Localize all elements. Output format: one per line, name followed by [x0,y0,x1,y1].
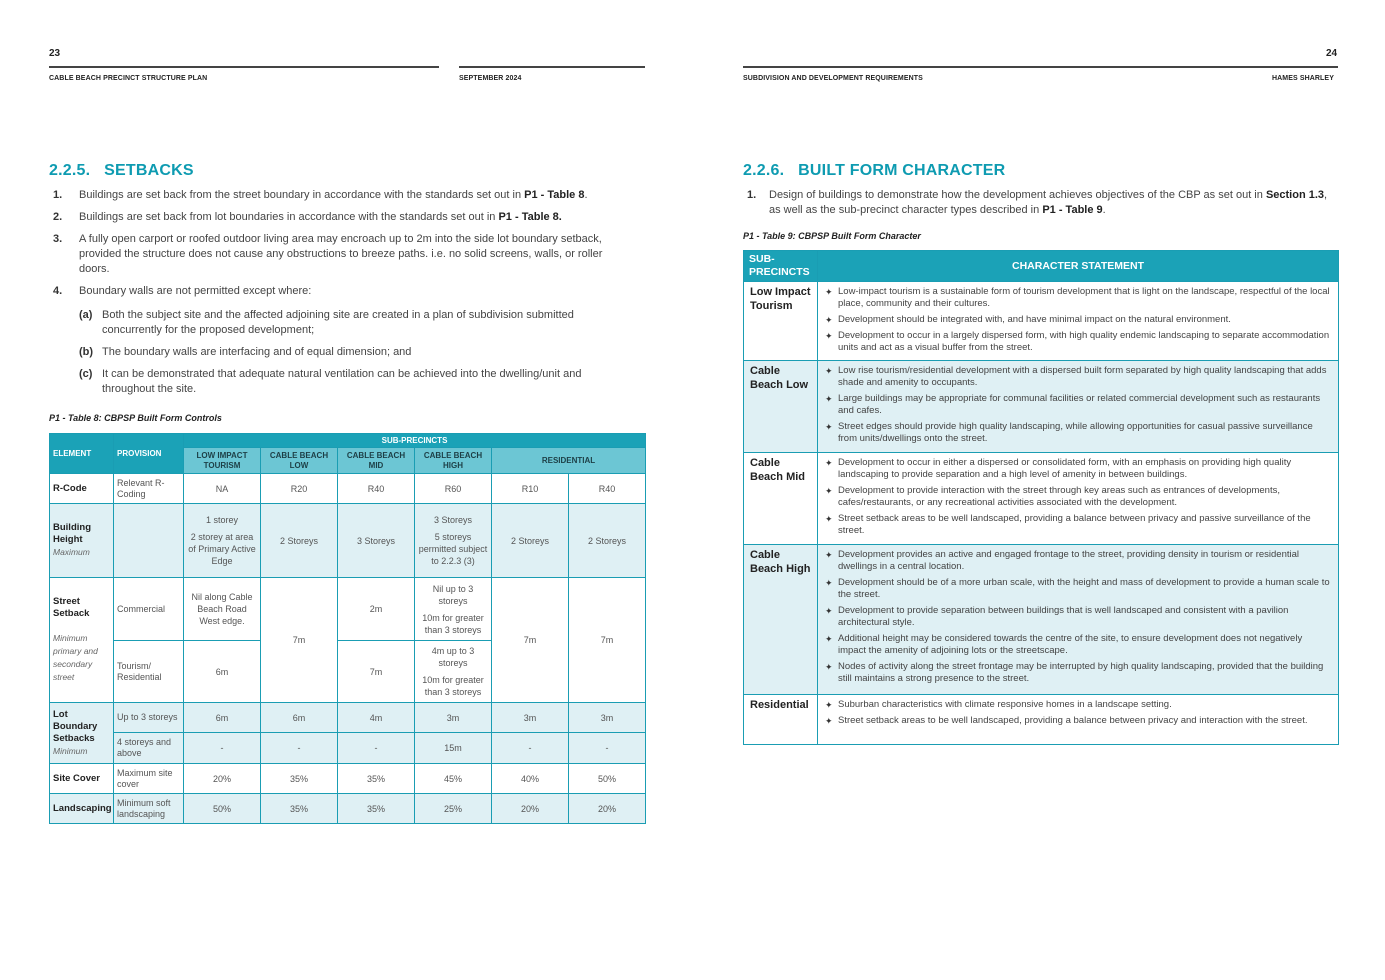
table-row [50,794,646,824]
header-cable-beach-low: CABLE BEACH LOW [261,448,338,474]
bullet-icon: ✦ [825,331,833,341]
sub-item-text: The boundary walls are interfacing and of equal dimension; and [102,346,412,358]
table-row [744,453,1339,545]
sub-item-text: Both the subject site and the affected adjoining site are created in a plan of subdivision submitted concurrently for the proposed development; [102,309,574,336]
table-row [744,545,1339,695]
value-cell: 20% [184,764,261,794]
value-cell: 35% [261,794,338,824]
table-8-caption: P1 - Table 8: CBPSP Built Form Controls [49,413,222,423]
value-cell: 3 Storeys 5 storeys permitted subject to 2.2.3 (3) [415,504,492,578]
row-label-landscaping: Landscaping [50,794,114,824]
value-cell: 2 Storeys [569,504,646,578]
page-number-left: 23 [49,48,61,59]
provision-cell: Minimum soft landscaping [114,794,184,824]
item-text: A fully open carport or roofed outdoor living area may encroach up to 2m into the side lot boundary setback, provided the structure does not cause any obstructions to breeze paths. i.e. no solid screens, walls, or roller doors. [79,233,603,275]
header-rule-right [743,66,1338,68]
table-row [50,733,646,764]
sub-precinct-name: Low Impact Tourism [744,282,818,361]
provision-cell: Tourism/ Residential [114,641,184,703]
provision-cell: 4 storeys and above [114,733,184,764]
bullet-icon: ✦ [825,606,833,616]
value-cell: R60 [415,474,492,504]
value-cell: 3 Storeys [338,504,415,578]
bullet-icon: ✦ [825,422,833,432]
value-cell: 6m [184,703,261,733]
character-statement [818,361,1339,453]
sub-list-item [79,308,633,338]
value-cell: Nil up to 3 storeys 10m for greater than 3 storeys [415,578,492,641]
section-title-setbacks: 2.2.5. SETBACKS [49,162,194,179]
list-item: ✦ Street setback areas to be well landscaped, providing a balance between privacy and passive surveillance of the street. [825,513,1311,536]
value-cell: R40 [569,474,646,504]
item-number: 1. [747,189,757,201]
bullet-icon: ✦ [825,366,833,376]
bullet-icon: ✦ [825,394,833,404]
header-cable-beach-mid: CABLE BEACH MID [338,448,415,474]
list-item [53,210,633,225]
item-text: Buildings are set back from the street boundary in accordance with the standards set out in P1 - Table 8. [79,189,588,201]
page-number-right: 24 [1326,48,1338,59]
value-cell: 15m [415,733,492,764]
character-statement [818,453,1339,545]
built-form-controls-table [49,433,646,824]
table-row [50,474,646,504]
item-number: 1. [53,189,63,201]
list-item: ✦ Low rise tourism/residential development with a dispersed built form separated by high quality landscaping that adds shade and amenity to occupants. [825,365,1327,388]
value-cell: - [261,733,338,764]
list-item [747,188,1337,218]
sub-item-number: (c) [79,368,93,380]
provision-cell: Up to 3 storeys [114,703,184,733]
list-item: ✦ Additional height may be considered towards the centre of the site, to ensure development does not negatively impact the amenity of adjoining lots or the streetscape. [825,633,1303,656]
value-cell: 45% [415,764,492,794]
bullet-icon: ✦ [825,287,833,297]
character-statement [818,282,1339,361]
sub-precinct-name: Residential [744,695,818,745]
list-item [53,284,633,299]
list-item: ✦ Street setback areas to be well landscaped, providing a balance between privacy and interaction with the street. [825,715,1308,726]
row-label-lot-boundary-setbacks: Lot Boundary Setbacks Minimum [50,703,114,764]
row-label-building-height: Building Height Maximum [50,504,114,578]
item-text: Design of buildings to demonstrate how the development achieves objectives of the CBP as set out in Section 1.3, as well as the sub-precinct character types described in P1 - Table 9. [769,189,1328,216]
sub-precinct-name: Cable Beach High [744,545,818,695]
list-item [53,232,633,277]
value-cell: 3m [415,703,492,733]
bullet-icon: ✦ [825,458,833,468]
value-cell: 4m up to 3 storeys 10m for greater than 3 storeys [415,641,492,703]
bullet-icon: ✦ [825,700,833,710]
value-cell: 35% [261,764,338,794]
row-label-site-cover: Site Cover [50,764,114,794]
sub-item-text: It can be demonstrated that adequate natural ventilation can be achieved into the dwelling/unit and throughout the site. [102,368,582,395]
value-cell: - [184,733,261,764]
bullet-icon: ✦ [825,578,833,588]
header-sub-precincts: SUB-PRECINCTS [744,251,818,282]
item-text: Boundary walls are not permitted except where: [79,285,312,297]
value-cell: 7m [338,641,415,703]
value-cell: - [492,733,569,764]
list-item: ✦ Large buildings may be appropriate for communal facilities or related commercial development such as restaurants and cafes. [825,393,1321,416]
value-cell: 7m [569,578,646,703]
header-residential: RESIDENTIAL [492,448,646,474]
value-cell: 40% [492,764,569,794]
provision-cell: Commercial [114,578,184,641]
value-cell: 20% [569,794,646,824]
value-cell: R40 [338,474,415,504]
header-document-title: CABLE BEACH PRECINCT STRUCTURE PLAN [49,75,208,82]
list-item: ✦ Suburban characteristics with climate responsive homes in a landscape setting. [825,699,1172,710]
value-cell: 20% [492,794,569,824]
header-sub-precincts: SUB-PRECINCTS [184,434,646,448]
value-cell: 7m [492,578,569,703]
value-cell: - [338,733,415,764]
table-row [744,361,1339,453]
table-row [744,695,1339,745]
value-cell: 1 storey 2 storey at area of Primary Active Edge [184,504,261,578]
provision-cell: Relevant R-Coding [114,474,184,504]
provision-cell [114,504,184,578]
sub-list-item [79,367,633,397]
item-number: 4. [53,285,63,297]
value-cell: Nil along Cable Beach Road West edge. [184,578,261,641]
header-character-statement: CHARACTER STATEMENT [818,251,1339,282]
sub-list-item [79,345,633,360]
section-title-built-form-character: 2.2.6. BUILT FORM CHARACTER [743,162,1006,179]
built-form-list [747,188,1337,225]
list-item: ✦ Development to provide separation between buildings that is well landscaped and consistent with a pavilion architectural style. [825,605,1289,628]
item-text: Buildings are set back from lot boundaries in accordance with the standards set out in P1 - Table 8. [79,211,562,223]
value-cell: NA [184,474,261,504]
list-item: ✦ Development to provide interaction with the street through key areas such as entrances of developments, cafes/restaurants, or any recreational activities associated with the development. [825,485,1280,508]
bullet-icon: ✦ [825,486,833,496]
character-statement [818,695,1339,745]
value-cell: 4m [338,703,415,733]
bullet-icon: ✦ [825,662,833,672]
item-number: 2. [53,211,63,223]
value-cell: 50% [184,794,261,824]
bullet-icon: ✦ [825,550,833,560]
value-cell: 7m [261,578,338,703]
table-row [50,703,646,733]
header-element: ELEMENT [50,434,114,474]
sub-precinct-name: Cable Beach Low [744,361,818,453]
setbacks-list [53,188,633,404]
header-author: HAMES SHARLEY [1272,75,1334,82]
list-item: ✦ Development should be of a more urban scale, with the height and mass of development to provide a human scale to the street. [825,577,1330,600]
value-cell: 3m [492,703,569,733]
bullet-icon: ✦ [825,514,833,524]
value-cell: 2m [338,578,415,641]
value-cell: 35% [338,794,415,824]
bullet-icon: ✦ [825,634,833,644]
value-cell: 50% [569,764,646,794]
built-form-character-table [743,250,1339,745]
list-item: ✦ Development provides an active and engaged frontage to the street, providing density in tourism or residential dwellings in a central location. [825,549,1300,572]
list-item: ✦ Low-impact tourism is a sustainable form of tourism development that is light on the landscape, respectful of the local place, community and their cultures. [825,286,1330,309]
table-row [50,578,646,641]
header-rule-left [49,66,439,68]
sub-item-number: (b) [79,346,94,358]
item-number: 3. [53,233,63,245]
value-cell: 25% [415,794,492,824]
list-item: ✦ Street edges should provide high quality landscaping, while allowing opportunities for casual passive surveillance from units/dwellings onto the street. [825,421,1313,444]
table-9-caption: P1 - Table 9: CBPSP Built Form Character [743,231,921,241]
sub-item-number: (a) [79,309,93,321]
value-cell: - [569,733,646,764]
header-cable-beach-high: CABLE BEACH HIGH [415,448,492,474]
header-provision: PROVISION [114,434,184,474]
bullet-icon: ✦ [825,716,833,726]
list-item: ✦ Development to occur in either a dispersed or consolidated form, with an emphasis on providing high quality landscaping to provide separation and a high level of amenity in between buildings. [825,457,1292,480]
value-cell: 6m [184,641,261,703]
value-cell: 3m [569,703,646,733]
row-label-street-setback: Street Setback Minimum primary and secondary street [50,578,114,703]
value-cell: 2 Storeys [492,504,569,578]
value-cell: 2 Storeys [261,504,338,578]
value-cell: 6m [261,703,338,733]
header-low-impact-tourism: LOW IMPACT TOURISM [184,448,261,474]
value-cell: 35% [338,764,415,794]
list-item [53,188,633,203]
list-item: ✦ Development should be integrated with, and have minimal impact on the natural environment. [825,314,1231,325]
row-label-rcode: R-Code [50,474,114,504]
value-cell: R20 [261,474,338,504]
table-row [50,764,646,794]
header-date: SEPTEMBER 2024 [459,75,522,82]
list-item: ✦ Development to occur in a largely dispersed form, with high quality endemic landscaping to separate accommodation units and act as a visual buffer from the street. [825,330,1330,353]
table-row [744,282,1339,361]
list-item: ✦ Nodes of activity along the street frontage may be interrupted by high quality landscaping, provided that the building still maintains a strong presence to the street. [825,661,1324,684]
bullet-icon: ✦ [825,315,833,325]
character-statement [818,545,1339,695]
value-cell: R10 [492,474,569,504]
header-rule-left-date [459,66,645,68]
table-row [50,504,646,578]
sub-precinct-name: Cable Beach Mid [744,453,818,545]
header-section-title: SUBDIVISION AND DEVELOPMENT REQUIREMENTS [743,75,923,82]
provision-cell: Maximum site cover [114,764,184,794]
